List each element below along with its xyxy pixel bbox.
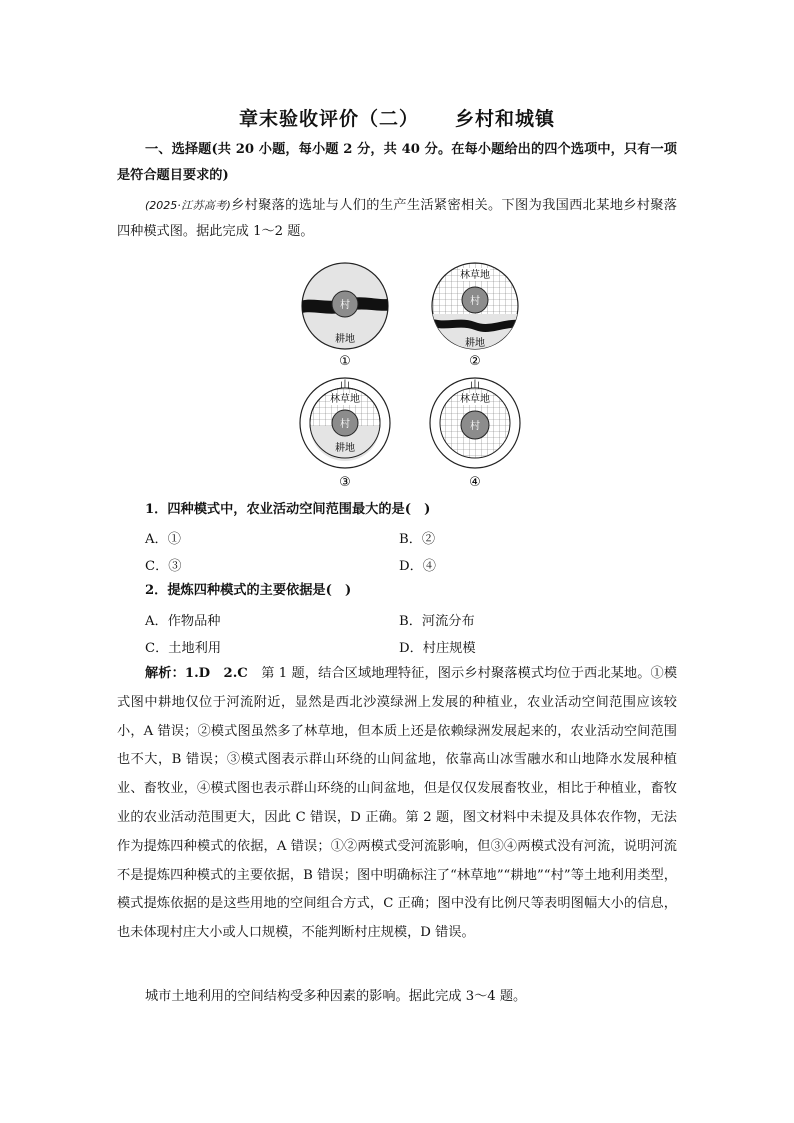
q2-option-c: C．土地利用 — [145, 641, 222, 656]
pattern-number-4: ④ — [469, 475, 481, 490]
pattern-1-diagram — [298, 263, 394, 369]
q1-option-b: B．② — [399, 532, 436, 547]
mountain-label-4: 山 — [470, 380, 480, 391]
section-heading: 一、选择题 — [145, 142, 212, 157]
q2-option-b: B．河流分布 — [399, 614, 475, 629]
village-label-3: 村 — [340, 419, 350, 430]
question-1-stem: 1．四种模式中，农业活动空间范围最大的是( ) — [145, 502, 431, 517]
pattern-number-2: ② — [469, 354, 481, 369]
next-intro-paragraph — [117, 984, 677, 1010]
title-sub: 乡村和城镇 — [455, 108, 556, 130]
village-label-4: 村 — [470, 421, 480, 432]
pattern-number-3: ③ — [339, 475, 351, 490]
analysis-answer: 1.D 2.C — [184, 666, 248, 681]
farmland-label-1: 耕地 — [335, 334, 355, 345]
village-label-2: 村 — [470, 296, 480, 307]
next-intro-text: 城市土地利用的空间结构受多种因素的影响。据此完成 3～4 题。 — [145, 989, 527, 1004]
analysis-paragraph — [117, 660, 677, 948]
question-2-stem: 2．提炼四种模式的主要依据是( ) — [145, 583, 352, 598]
analysis-label: 解析： — [145, 666, 185, 681]
farmland-label-3: 耕地 — [335, 443, 355, 454]
forest-label-3: 林草地 — [330, 394, 360, 405]
q2-option-a: A．作物品种 — [145, 614, 221, 629]
analysis-text: 第 1 题，结合区域地理特征，图示乡村聚落模式均位于西北某地。①模式图中耕地仅位于河流附近，显然是西北沙漠绿洲上发展的种植业，农业活动空间范围应该较小，A 错误；②模式图虽然多了林草地，但本质上还是依赖绿洲发展起来的，农业活动空间范围也不大，B 错误；③模式图表示群山环绕的山间盆地，依靠高山冰雪融水和山地降水发展种植业、畜牧业，④模式图也表示群山环绕的山间盆地，但是仅仅发展畜牧业，相比于种植业，畜牧业的农业活动范围更大，因此 C 错误，D 正确。第 2 题，图文材料中未提及具体农作物，无法作为提炼四种模式的依据，A 错误；①②两模式受河流影响，但③④两模式没有河流，说明河流不是提炼四种模式的主要依据，B 错误；图中明确标注了“林草地”“耕地”“村”等土地利用类型，模式提炼依据的是这些用地的空间组合方式，C 正确；图中没有比例尺等表明图幅大小的信息，也未体现村庄大小或人口规模，不能判断村庄规模，D 错误。 — [117, 666, 678, 941]
intro-paragraph — [117, 193, 677, 245]
pattern-3-diagram — [300, 378, 390, 490]
q2-option-d: D．村庄规模 — [399, 641, 476, 656]
q1-option-c: C．③ — [145, 559, 182, 574]
source-tag: (2025·江苏高考) — [145, 199, 231, 212]
question-1 — [145, 496, 430, 523]
forest-label-4: 林草地 — [460, 394, 490, 405]
question-2 — [145, 577, 351, 604]
farmland-label-2: 耕地 — [465, 338, 485, 349]
forest-label-2: 林草地 — [460, 270, 490, 281]
page-title — [0, 104, 794, 131]
settlement-pattern-figure — [290, 258, 530, 494]
pattern-2-diagram — [430, 263, 520, 369]
pattern-4-diagram — [430, 378, 520, 490]
q1-option-d: D．④ — [399, 559, 436, 574]
pattern-number-1: ① — [339, 354, 351, 369]
section-instructions — [117, 137, 677, 189]
intro-text: 乡村聚落的选址与人们的生产生活紧密相关。下图为我国西北某地乡村聚落四种模式图。据此完成 1～2 题。 — [117, 198, 677, 239]
q1-option-a: A．① — [145, 532, 181, 547]
section-desc: (共 20 小题，每小题 2 分，共 40 分。在每小题给出的四个选项中，只有一项是符合题目要求的) — [117, 142, 677, 183]
title-main: 章末验收评价（二） — [238, 108, 419, 130]
mountain-label-3: 山 — [340, 380, 350, 391]
village-label-1: 村 — [340, 300, 350, 311]
